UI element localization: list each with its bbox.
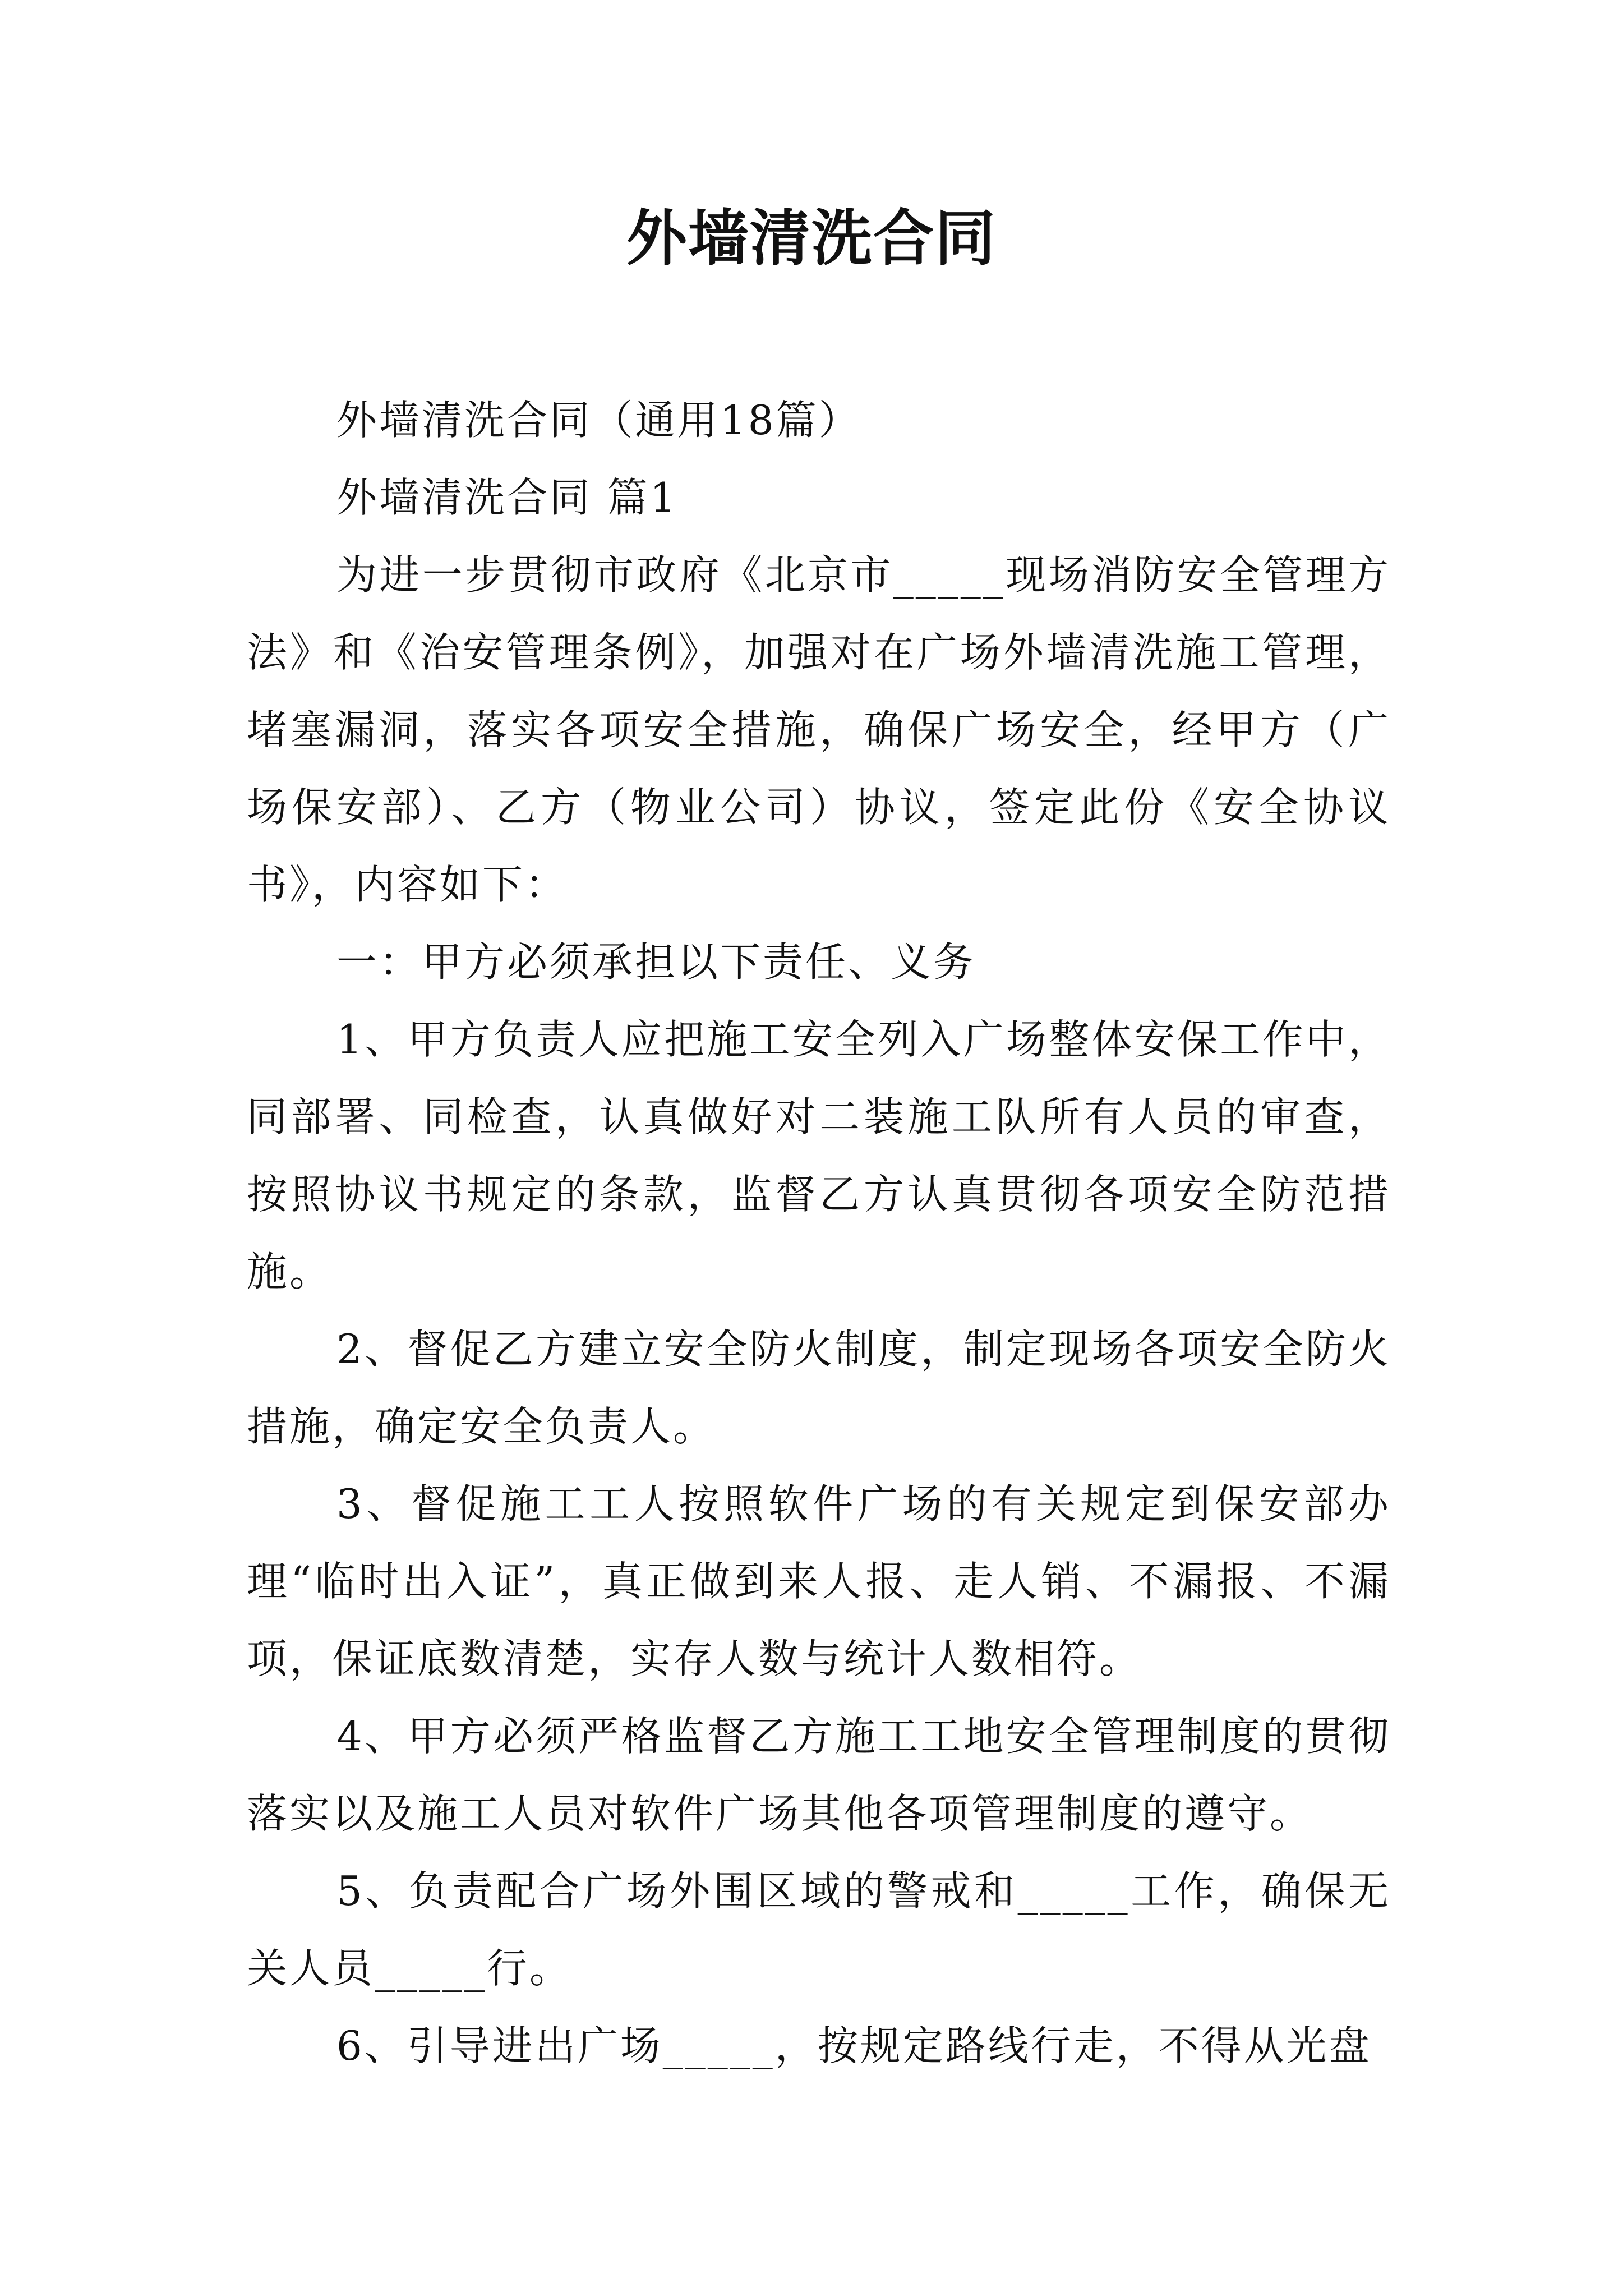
collection-heading: 外墙清洗合同（通用18篇） <box>336 397 861 444</box>
section-heading: 外墙清洗合同 篇1 <box>336 474 678 521</box>
document-title: 外墙清洗合同 <box>626 203 997 274</box>
clause-item-1: 1、甲方负责人应把施工安全列入广场整体安保工作中，同部署、同检查，认真做好对二装施工队所有人员的审查，按照协议书规定的条款，监督乙方认真贯彻各项安全防范措施。 <box>247 1016 1391 1295</box>
clause-item-6: 6、引导进出广场_____，按规定路线行走，不得从光盘 <box>336 2022 1372 2069</box>
clause-heading: 一：甲方必须承担以下责任、义务 <box>336 938 976 986</box>
clause-item-4: 4、甲方必须严格监督乙方施工工地安全管理制度的贯彻落实以及施工人员对软件广场其他各项管理制度的遵守。 <box>247 1713 1391 1837</box>
clause-item-5: 5、负责配合广场外围区域的警戒和_____工作，确保无关人员_____行。 <box>247 1867 1391 1992</box>
intro-paragraph: 为进一步贯彻市政府《北京市_____现场消防安全管理方法》和《治安管理条例》，加强对在广场外墙清洗施工管理，堵塞漏洞，落实各项安全措施，确保广场安全，经甲方（广场保安部）、乙方（物业公司）协议，签定此份《安全协议书》，内容如下： <box>247 551 1391 908</box>
clause-item-3: 3、督促施工工人按照软件广场的有关规定到保安部办理“临时出入证”，真正做到来人报、走人销、不漏报、不漏项，保证底数清楚，实存人数与统计人数相符。 <box>247 1480 1391 1682</box>
clause-item-2: 2、督促乙方建立安全防火制度，制定现场各项安全防火措施，确定安全负责人。 <box>247 1326 1391 1450</box>
document-body <box>247 381 1391 2085</box>
